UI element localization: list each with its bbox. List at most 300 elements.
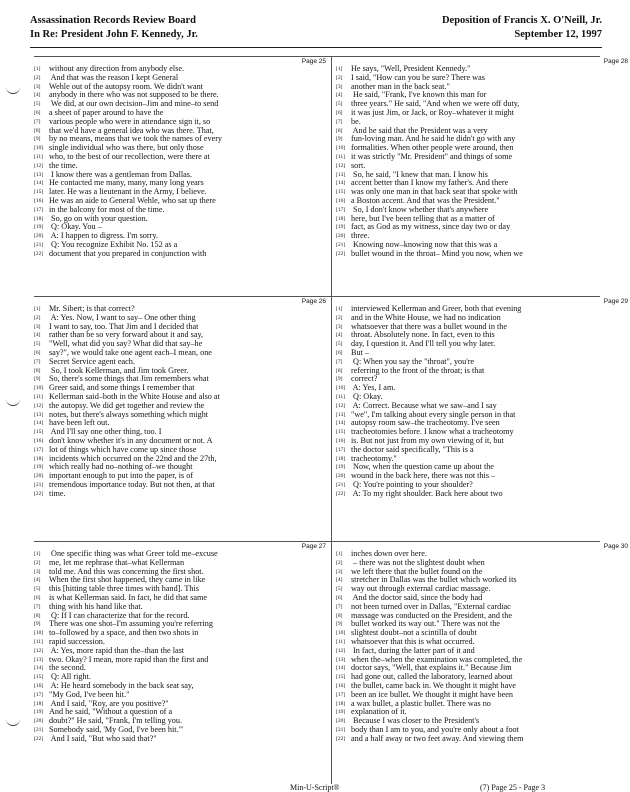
line-text: later. He was a lieutenant in the Army, I believe.	[49, 187, 207, 197]
line-number: [12]	[336, 402, 346, 409]
line-number: [11]	[34, 638, 43, 645]
line-number: [11]	[336, 638, 345, 645]
transcript-page-28	[336, 57, 630, 295]
page-number: Page 25	[301, 58, 326, 65]
line-number: [2]	[34, 559, 41, 566]
line-text: the autopsy. We did get together and review the	[49, 400, 205, 410]
header-rule	[30, 47, 602, 48]
line-text: Because I was closer to the President's	[351, 716, 480, 726]
line-number: [21]	[336, 241, 346, 248]
line-number: [17]	[336, 446, 346, 453]
line-number: [17]	[336, 691, 346, 698]
line-number: [5]	[336, 341, 343, 348]
page-number: Page 28	[603, 58, 628, 65]
line-number: [19]	[34, 709, 44, 716]
line-text: fact, as God as my witness, since day two or day	[351, 222, 511, 232]
line-number: [12]	[336, 647, 346, 654]
transcript-lines	[34, 65, 328, 259]
line-text: But –	[351, 347, 369, 357]
transcript-lines	[336, 305, 630, 499]
line-number: [18]	[336, 700, 346, 707]
line-text: doubt?" He said, "Frank, I'm telling you.	[49, 716, 182, 726]
line-number: [21]	[34, 726, 44, 733]
line-text: And he said that the President was a very	[351, 125, 488, 135]
line-text: have been left out.	[49, 418, 110, 428]
line-text: was only one man in that back seat that spoke with	[351, 187, 518, 197]
line-number: [17]	[336, 206, 346, 213]
line-number: [15]	[336, 429, 346, 436]
deposition-title: Deposition of Francis X. O'Neill, Jr.	[441, 15, 602, 26]
line-number: [9]	[336, 136, 343, 143]
line-number: [14]	[336, 665, 346, 672]
line-number: [12]	[336, 162, 346, 169]
line-number: [22]	[336, 735, 346, 742]
line-text: tremendous importance today. But not then, at that	[49, 479, 215, 489]
line-text: it was strictly "Mr. President" and things of some	[351, 151, 513, 161]
line-number: [14]	[336, 180, 346, 187]
line-text: tracheotomies before. I know what a tracheotomy	[351, 427, 514, 437]
line-text: time.	[49, 488, 66, 498]
line-number: [10]	[336, 385, 346, 392]
line-text: notes, but there's always something which might	[49, 409, 209, 419]
line-number: [3]	[336, 323, 343, 330]
punch-hole-mark	[6, 398, 20, 406]
transcript-lines	[336, 65, 630, 259]
transcript-page-27	[34, 542, 328, 782]
line-number: [8]	[336, 127, 343, 134]
line-text: stretcher in Dallas was the bullet which worked its	[351, 575, 517, 585]
line-number: [11]	[336, 393, 345, 400]
line-number: [19]	[34, 224, 44, 231]
line-number: [1]	[34, 306, 41, 312]
line-text: Mr. Sibert; is that correct?	[49, 304, 135, 313]
line-text: say?", we would take one agent each–I mean, one	[49, 347, 212, 357]
line-number: [22]	[34, 250, 44, 257]
line-text: bullet wound in the throat– Mind you now, when we	[351, 248, 523, 258]
line-text: another man in the back seat."	[351, 81, 450, 91]
line-text: A: He heard somebody in the back seat say,	[49, 680, 194, 690]
line-text: to–followed by a space, and then two shots in	[49, 628, 199, 638]
line-number: [8]	[34, 367, 41, 374]
line-number: [18]	[336, 455, 346, 462]
page-number: Page 26	[301, 298, 326, 305]
line-number: [8]	[34, 612, 41, 619]
line-text: referring to the front of the throat; is that	[351, 365, 485, 375]
footer-publisher: Min-U-Script®	[290, 783, 340, 792]
line-number: [2]	[336, 74, 343, 81]
line-number: [4]	[336, 577, 343, 584]
line-number: [2]	[34, 74, 41, 81]
line-number: [20]	[34, 233, 44, 240]
line-text: two. Okay? I mean, more rapid than the first and	[49, 654, 209, 664]
line-text: three.	[351, 231, 370, 241]
transcript-lines	[34, 305, 328, 499]
case-name: In Re: President John F. Kennedy, Jr.	[30, 29, 198, 40]
header-left	[30, 14, 198, 42]
line-number: [9]	[34, 621, 41, 628]
line-number: [13]	[336, 171, 346, 178]
line-text: lot of things which have come up since those	[49, 444, 197, 454]
line-number: [5]	[336, 586, 343, 593]
line-number: [22]	[336, 490, 346, 497]
line-number: [14]	[336, 420, 346, 427]
transcript-line	[34, 735, 328, 744]
line-number: [14]	[34, 665, 44, 672]
line-text: single individual who was there, but only those	[49, 143, 204, 153]
line-text: three years." He said, "And when we were off duty,	[351, 99, 520, 109]
line-number: [17]	[34, 446, 44, 453]
line-text: And I'll say one other thing, too. I	[49, 427, 162, 437]
line-number: [15]	[336, 674, 346, 681]
line-number: [11]	[34, 153, 43, 160]
transcript-line	[336, 490, 630, 499]
line-number: [13]	[34, 171, 44, 178]
line-number: [20]	[34, 718, 44, 725]
deposition-date: September 12, 1997	[514, 29, 602, 40]
line-text: slightest doubt–not a scintilla of doubt	[351, 628, 477, 638]
line-text: "Well, what did you say? What did that say–he	[49, 339, 203, 349]
line-number: [10]	[34, 630, 44, 637]
line-number: [15]	[336, 189, 346, 196]
line-number: [22]	[34, 735, 44, 742]
line-number: [16]	[34, 437, 44, 444]
line-text: Q: If I can characterize that for the record.	[49, 610, 190, 620]
line-number: [1]	[34, 66, 41, 72]
line-text: is what Kellerman said. In fact, he did that same	[49, 592, 208, 602]
line-number: [6]	[34, 109, 41, 116]
line-text: And that was the reason I kept General	[49, 72, 179, 82]
line-text: Somebody said, 'My God, I've been hit.'"	[49, 724, 184, 734]
line-text: rather than be so very forward about it and say,	[49, 330, 204, 340]
line-number: [5]	[34, 586, 41, 593]
transcript-page-29	[336, 297, 630, 540]
line-text: a wax bullet, a plastic bullet. There was no	[351, 698, 491, 708]
line-text: Kellerman said–both in the White House and also at	[49, 391, 220, 401]
line-text: way out through external cardiac massage.	[351, 584, 491, 594]
line-text: whatsoever that this is what occurred.	[351, 636, 475, 646]
line-text: not been turned over in Dallas, "External cardiac	[351, 601, 511, 611]
line-text: is. But not just from my own viewing of it, but	[351, 435, 504, 445]
line-number: [22]	[336, 250, 346, 257]
line-number: [16]	[336, 437, 346, 444]
line-number: [3]	[34, 323, 41, 330]
line-number: [11]	[34, 393, 43, 400]
punch-hole-mark	[6, 718, 20, 726]
transcript-line	[336, 223, 630, 232]
line-text: thing with his hand like that.	[49, 601, 143, 611]
line-number: [4]	[34, 577, 41, 584]
transcript-page-26	[34, 297, 328, 540]
line-number: [12]	[34, 162, 44, 169]
line-number: [9]	[34, 376, 41, 383]
transcript-page-30	[336, 542, 630, 782]
line-text: In fact, during the latter part of it and	[351, 645, 475, 655]
line-number: [3]	[34, 83, 41, 90]
line-text: Secret Service agent each.	[49, 356, 135, 366]
line-number: [19]	[34, 464, 44, 471]
line-text: fun-loving man. And he said he didn't go with any	[351, 134, 516, 144]
line-text: Knowing now–knowing now that this was a	[351, 239, 498, 249]
line-text: bullet worked its way out." There was not the	[351, 619, 500, 629]
line-number: [6]	[336, 349, 343, 356]
line-number: [22]	[34, 490, 44, 497]
line-text: Wehle out of the autopsy room. We didn't want	[49, 81, 203, 91]
line-number: [18]	[34, 700, 44, 707]
line-text: which really had no–nothing of–we thought	[49, 462, 193, 472]
line-number: [9]	[336, 376, 343, 383]
header-right	[442, 14, 602, 42]
transcript-line	[336, 735, 630, 744]
line-text: "My God, I've been hit."	[49, 689, 130, 699]
line-text: explanation of it.	[351, 707, 407, 717]
punch-hole-mark	[6, 86, 20, 94]
page-number: Page 29	[603, 298, 628, 305]
transcript-lines	[336, 550, 630, 744]
transcript-line	[336, 250, 630, 259]
line-number: [13]	[336, 411, 346, 418]
line-text: Q: Okay.	[351, 391, 383, 401]
line-text: So, there's some things that Jim remembers what	[49, 374, 209, 384]
transcript-line	[34, 153, 328, 162]
line-text: – there was not the slightest doubt when	[351, 557, 485, 567]
transcript-line	[336, 109, 630, 118]
line-text: inches down over here.	[351, 549, 427, 558]
line-number: [6]	[34, 349, 41, 356]
transcript-line	[34, 481, 328, 490]
line-text: don't know whether it's in any document or not. A	[49, 435, 213, 445]
line-text: Q: All right.	[49, 672, 91, 682]
page-number: Page 30	[603, 543, 628, 550]
line-text: a sheet of paper around to have the	[49, 107, 164, 117]
line-text: Greer said, and some things I remember that	[49, 383, 195, 393]
line-text: me, let me rephrase that–what Kellerman	[49, 557, 185, 567]
line-text: important enough to put into the paper, is of	[49, 471, 194, 481]
line-number: [13]	[34, 411, 44, 418]
line-text: Q: You're pointing to your shoulder?	[351, 479, 473, 489]
line-text: and a half away or two feet away. And viewing them	[351, 733, 524, 743]
line-number: [1]	[34, 551, 41, 557]
line-number: [17]	[34, 691, 44, 698]
line-number: [16]	[34, 682, 44, 689]
line-text: And the doctor said, since the body had	[351, 592, 483, 602]
line-number: [15]	[34, 189, 44, 196]
line-number: [10]	[34, 145, 44, 152]
line-number: [3]	[336, 83, 343, 90]
line-text: this [hitting table three times with hand]. This	[49, 584, 199, 594]
line-number: [3]	[336, 568, 343, 575]
line-text: And he said, "Without a question of a	[49, 707, 173, 717]
line-text: rapid succession.	[49, 636, 105, 646]
line-number: [2]	[336, 314, 343, 321]
transcript-line	[336, 367, 630, 376]
line-text: Now, when the question came up about the	[351, 462, 494, 472]
line-number: [1]	[336, 66, 343, 72]
line-number: [3]	[34, 568, 41, 575]
column-divider	[331, 56, 332, 784]
line-number: [10]	[336, 145, 346, 152]
line-text: anybody in there who was not supposed to be there.	[49, 90, 219, 100]
page-number: Page 27	[301, 543, 326, 550]
line-number: [16]	[336, 197, 346, 204]
line-text: A: Yes. Now, I want to say– One other thing	[49, 312, 196, 322]
line-text: accent better than I know my father's. And there	[351, 178, 509, 188]
line-text: wound in the back here, there was not this –	[351, 471, 496, 481]
line-number: [1]	[336, 306, 343, 312]
line-text: A: To my right shoulder. Back here about two	[351, 488, 503, 498]
line-number: [7]	[34, 358, 41, 365]
line-number: [20]	[336, 233, 346, 240]
line-text: I want to say, too. That Jim and I decided that	[49, 321, 199, 331]
line-text: the doctor said specifically, "This is a	[351, 444, 474, 454]
line-text: had gone out, called the laboratory, learned about	[351, 672, 513, 682]
line-number: [2]	[34, 314, 41, 321]
transcript-page-25	[34, 57, 328, 295]
line-number: [18]	[336, 215, 346, 222]
line-number: [7]	[34, 118, 41, 125]
line-number: [12]	[34, 402, 44, 409]
line-text: throat. Absolutely none. In fact, even to this	[351, 330, 495, 340]
line-number: [10]	[34, 385, 44, 392]
line-text: by no means, means that we took the names of every	[49, 134, 223, 144]
line-text: and in the White House, we had no indication	[351, 312, 501, 322]
board-name: Assassination Records Review Board	[30, 15, 196, 26]
line-number: [13]	[34, 656, 44, 663]
line-number: [20]	[34, 473, 44, 480]
line-number: [8]	[336, 367, 343, 374]
line-number: [9]	[336, 621, 343, 628]
line-text: told me. And this was concerning the first shot.	[49, 566, 204, 576]
line-text: without any direction from anybody else.	[49, 64, 185, 73]
line-text: that we'd have a general idea who was there. That,	[49, 125, 214, 135]
line-text: when the–when the examination was completed, the	[351, 654, 523, 664]
line-number: [20]	[336, 718, 346, 725]
line-text: correct?	[351, 374, 378, 384]
line-text: A: Yes, I am.	[351, 383, 396, 393]
transcript-line	[336, 153, 630, 162]
line-number: [6]	[34, 594, 41, 601]
line-number: [16]	[34, 197, 44, 204]
line-number: [2]	[336, 559, 343, 566]
line-text: day, I question it. And I'll tell you why later.	[351, 339, 496, 349]
line-text: So, go on with your question.	[49, 213, 148, 223]
line-text: So, I don't know whether that's anywhere	[351, 204, 489, 214]
line-number: [20]	[336, 473, 346, 480]
line-text: the bullet, came back in. We thought it might have	[351, 680, 516, 690]
line-number: [12]	[34, 647, 44, 654]
line-text: He was an aide to General Wehle, who sat up there	[49, 195, 216, 205]
line-text: "we", I'm talking about every single person in that	[351, 409, 516, 419]
line-number: [15]	[34, 429, 44, 436]
line-number: [9]	[34, 136, 41, 143]
line-number: [19]	[336, 224, 346, 231]
line-number: [5]	[34, 341, 41, 348]
line-text: the time.	[49, 160, 78, 170]
line-text: a Boston accent. And that was the President."	[351, 195, 500, 205]
line-text: And I said, "But who said that?"	[49, 733, 157, 743]
line-number: [18]	[34, 215, 44, 222]
line-text: He says, "Well, President Kennedy."	[351, 64, 471, 73]
line-number: [4]	[34, 332, 41, 339]
line-number: [8]	[336, 612, 343, 619]
line-text: it was just Jim, or Jack, or Roy–whatever it might	[351, 107, 515, 117]
line-number: [10]	[336, 630, 346, 637]
line-number: [19]	[336, 709, 346, 716]
line-text: A: Yes, more rapid than the–than the last	[49, 645, 185, 655]
line-text: Q: Okay. You –	[49, 222, 102, 232]
line-number: [7]	[336, 118, 343, 125]
line-text: in the balcony for most of the time.	[49, 204, 165, 214]
line-number: [5]	[336, 101, 343, 108]
transcript-line	[34, 250, 328, 259]
line-number: [18]	[34, 455, 44, 462]
line-number: [4]	[336, 92, 343, 99]
line-text: who, to the best of our recollection, were there at	[49, 151, 210, 161]
line-number: [5]	[34, 101, 41, 108]
line-number: [21]	[34, 241, 44, 248]
line-number: [6]	[336, 109, 343, 116]
line-text: One specific thing was what Greer told me–excuse	[49, 549, 218, 558]
line-text: we left there that the bullet found on the	[351, 566, 483, 576]
line-text: various people who were in attendance sign it, so	[49, 116, 211, 126]
line-text: I know there was a gentleman from Dallas.	[49, 169, 193, 179]
line-text: There was one shot–I'm assuming you're referring	[49, 619, 213, 629]
line-text: A: I happen to digress. I'm sorry.	[49, 231, 158, 241]
line-text: We did, at our own decision–Jim and mine–to send	[49, 99, 219, 109]
line-text: He contacted me many, many, many long years	[49, 178, 204, 188]
transcript-line	[34, 490, 328, 499]
line-text: whatsoever that there was a bullet wound in the	[351, 321, 507, 331]
line-text: here, but I've been telling that as a matter of	[351, 213, 495, 223]
line-text: So, I took Kellerman, and Jim took Greer.	[49, 365, 189, 375]
footer-page-range: (7) Page 25 - Page 3	[480, 783, 546, 792]
line-text: He said, "Frank, I've known this man for	[351, 90, 487, 100]
line-number: [4]	[34, 92, 41, 99]
line-number: [6]	[336, 594, 343, 601]
line-text: sort.	[351, 160, 366, 170]
line-text: been an ice bullet. We thought it might have been	[351, 689, 513, 699]
line-text: formalities. When other people were around, then	[351, 143, 514, 153]
line-number: [4]	[336, 332, 343, 339]
line-text: be.	[351, 116, 361, 126]
line-number: [7]	[336, 603, 343, 610]
line-number: [14]	[34, 420, 44, 427]
line-number: [15]	[34, 674, 44, 681]
line-number: [11]	[336, 153, 345, 160]
page-header	[30, 14, 602, 50]
line-text: Q: You recognize Exhibit No. 152 as a	[49, 239, 178, 249]
line-number: [16]	[336, 682, 346, 689]
line-text: I said, "How can you be sure? There was	[351, 72, 485, 82]
line-number: [21]	[336, 726, 346, 733]
line-text: massage was conducted on the President, and the	[351, 610, 512, 620]
line-text: So, he said, "I knew that man. I know his	[351, 169, 488, 179]
line-text: A: Correct. Because what we saw–and I say	[351, 400, 497, 410]
line-text: doctor says, "Well, that explains it." Because Jim	[351, 663, 512, 673]
line-text: autopsy room saw–the tracheotomy. I've seen	[351, 418, 500, 428]
line-number: [7]	[34, 603, 41, 610]
transcript-line	[336, 340, 630, 349]
transcript-lines	[34, 550, 328, 744]
line-text: incidents which occurred on the 22nd and the 27th,	[49, 453, 217, 463]
line-number: [14]	[34, 180, 44, 187]
line-text: body than I am to you, and you're only about a foot	[351, 724, 519, 734]
line-text: document that you prepared in conjunction with	[49, 248, 207, 258]
line-text: When the first shot happened, they came in like	[49, 575, 206, 585]
line-number: [21]	[336, 481, 346, 488]
line-text: Q: When you say the "throat", you're	[351, 356, 475, 366]
line-number: [8]	[34, 127, 41, 134]
line-number: [21]	[34, 481, 44, 488]
